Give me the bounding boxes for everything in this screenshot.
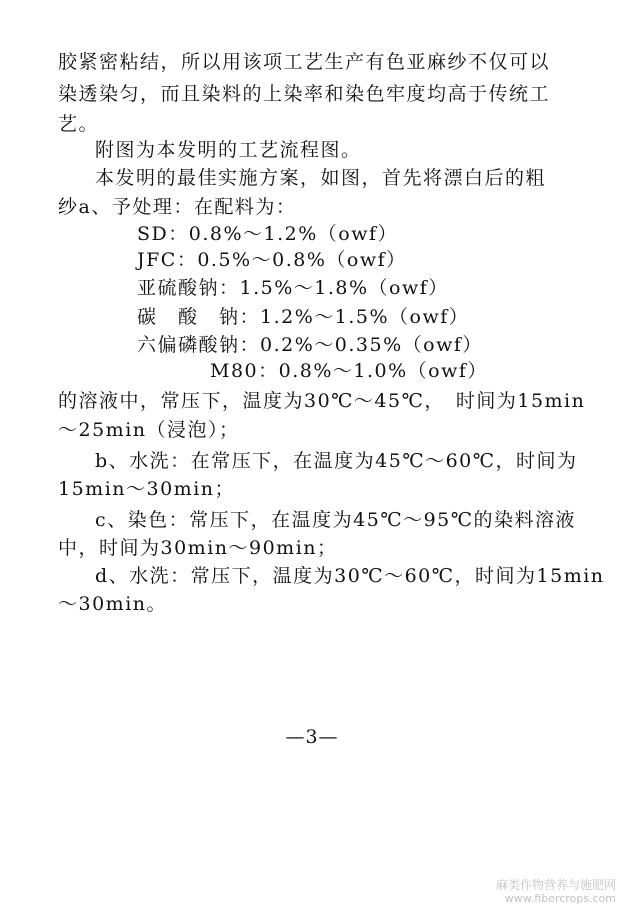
body-line-6: 纱a、予处理：在配料为： <box>58 196 297 218</box>
ingredient-line-carbonate: 碳 酸 钠：1.2%～1.5%（owf） <box>137 306 470 328</box>
body-line-15: b、水洗：在常压下，在温度为45℃～60℃，时间为 <box>95 450 578 472</box>
watermark-site-name: 麻类作物营养与施肥网 <box>495 878 616 892</box>
body-line-1: 胶紧密粘结，所以用该项工艺生产有色亚麻纱不仅可以 <box>58 51 551 73</box>
body-line-2: 染透染匀，而且染料的上染率和染色牢度均高于传统工 <box>58 83 551 105</box>
body-line-13: 的溶液中，常压下，温度为30℃～45℃， 时间为15min <box>58 390 586 412</box>
page-number: —3— <box>285 726 339 748</box>
ingredient-line-sd: SD：0.8%～1.2%（owf） <box>137 223 399 245</box>
body-line-19: d、水洗：常压下，温度为30℃～60℃，时间为15min <box>95 565 605 587</box>
ingredient-line-sulfite: 亚硫酸钠：1.5%～1.8%（owf） <box>137 277 449 299</box>
body-line-3: 艺。 <box>58 113 100 135</box>
ingredient-line-m80: M80：0.8%～1.0%（owf） <box>210 360 488 382</box>
ingredient-line-phosphate: 六偏磷酸钠：0.2%～0.35%（owf） <box>137 334 483 356</box>
body-line-4: 附图为本发明的工艺流程图。 <box>95 139 362 161</box>
watermark-url: www.fibercrops.com <box>504 892 616 905</box>
ingredient-line-jfc: JFC：0.5%～0.8%（owf） <box>137 249 407 271</box>
body-line-18: 中，时间为30min～90min； <box>58 537 338 559</box>
body-line-16: 15min～30min； <box>58 478 236 500</box>
body-line-14: ～25min（浸泡）； <box>58 419 240 441</box>
body-line-20: ～30min。 <box>58 593 168 615</box>
body-line-17: c、染色：常压下，在温度为45℃～95℃的染料溶液 <box>95 509 577 531</box>
body-line-5: 本发明的最佳实施方案，如图，首先将漂白后的粗 <box>95 167 547 189</box>
